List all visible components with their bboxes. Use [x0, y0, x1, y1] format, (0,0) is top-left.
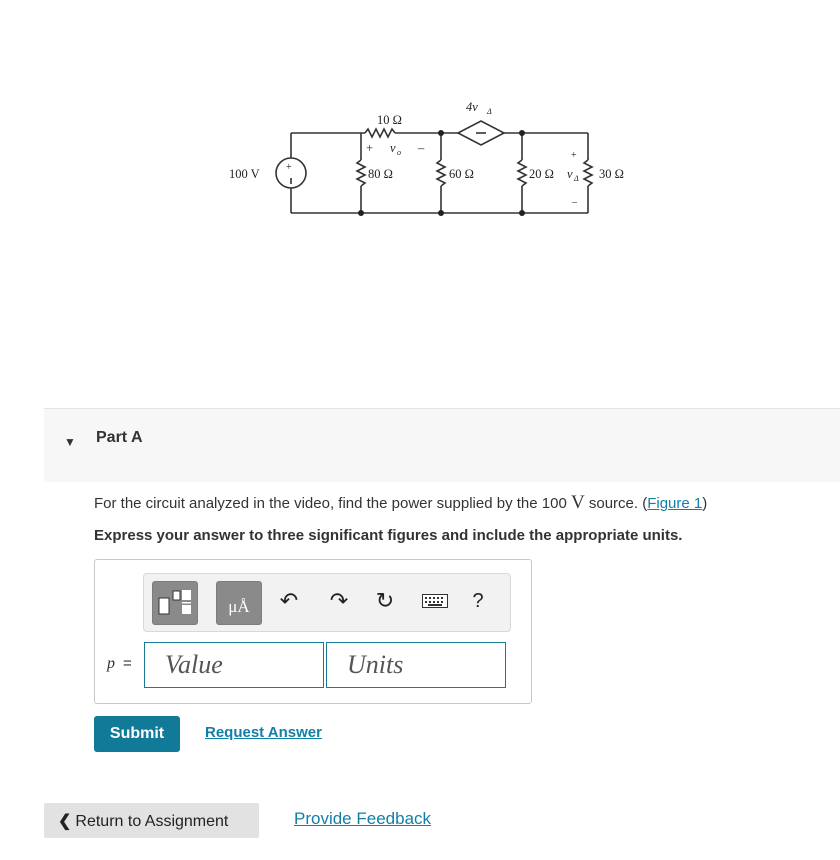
submit-button[interactable]: Submit: [94, 716, 180, 752]
label-vo-plus: +: [366, 141, 374, 155]
label-dependent-sub: Δ: [487, 107, 492, 116]
answer-equals: =: [123, 655, 132, 672]
instructions: Express your answer to three significant figures and include the appropriate units.: [94, 527, 683, 544]
part-title: Part A: [96, 429, 143, 446]
request-answer-link[interactable]: Request Answer: [205, 724, 322, 741]
return-to-assignment-button[interactable]: [44, 803, 259, 838]
collapse-triangle-icon[interactable]: ▼: [64, 435, 76, 449]
question-v-symbol: V: [570, 492, 585, 513]
provide-feedback-link[interactable]: Provide Feedback: [294, 809, 432, 828]
label-vdelta-plus: +: [571, 150, 577, 161]
keyboard-icon[interactable]: [420, 586, 450, 616]
units-glyph: μÅ: [228, 597, 250, 616]
circuit-figure: [0, 0, 840, 408]
part-a-header[interactable]: [44, 408, 840, 482]
circuit-diagram: [0, 0, 840, 408]
units-input[interactable]: [326, 642, 506, 688]
question-text-after: source. (: [584, 495, 648, 512]
keyboard-glyph: [422, 594, 448, 608]
units-button[interactable]: [216, 581, 262, 625]
templates-icon: [153, 582, 197, 624]
question-text-before: For the circuit analyzed in the video, find the power supplied by the 100: [94, 495, 571, 512]
figure-link[interactable]: Figure 1: [647, 495, 703, 512]
label-vo: v: [390, 141, 396, 155]
label-20-ohm: 20 Ω: [529, 167, 554, 181]
answer-box: [94, 559, 532, 704]
label-60-ohm: 60 Ω: [449, 167, 474, 181]
label-vo-minus: –: [418, 141, 425, 155]
label-vdelta-minus: –: [572, 197, 577, 208]
return-label: Return to Assignment: [75, 812, 229, 830]
label-vdelta: v: [567, 167, 573, 181]
label-dependent-gain: 4v: [466, 100, 478, 114]
redo-icon[interactable]: ↷: [329, 588, 349, 613]
label-10-ohm: 10 Ω: [377, 113, 402, 127]
label-100v: 100 V: [229, 167, 260, 181]
undo-icon[interactable]: ↶: [279, 588, 299, 613]
chevron-left-icon: ❮: [58, 812, 72, 830]
question-text: [94, 492, 707, 514]
label-80-ohm: 80 Ω: [368, 167, 393, 181]
templates-button[interactable]: [152, 581, 198, 625]
label-30-ohm: 30 Ω: [599, 167, 624, 181]
label-vo-sub: o: [397, 148, 401, 157]
math-toolbar: [143, 573, 511, 632]
answer-variable: p: [107, 655, 115, 672]
help-icon[interactable]: ?: [472, 589, 484, 612]
question-text-close: ): [702, 495, 708, 512]
value-input[interactable]: [144, 642, 324, 688]
label-vdelta-sub: Δ: [574, 174, 579, 183]
label-source-plus: +: [286, 162, 292, 173]
reset-icon[interactable]: ↻: [375, 588, 395, 613]
